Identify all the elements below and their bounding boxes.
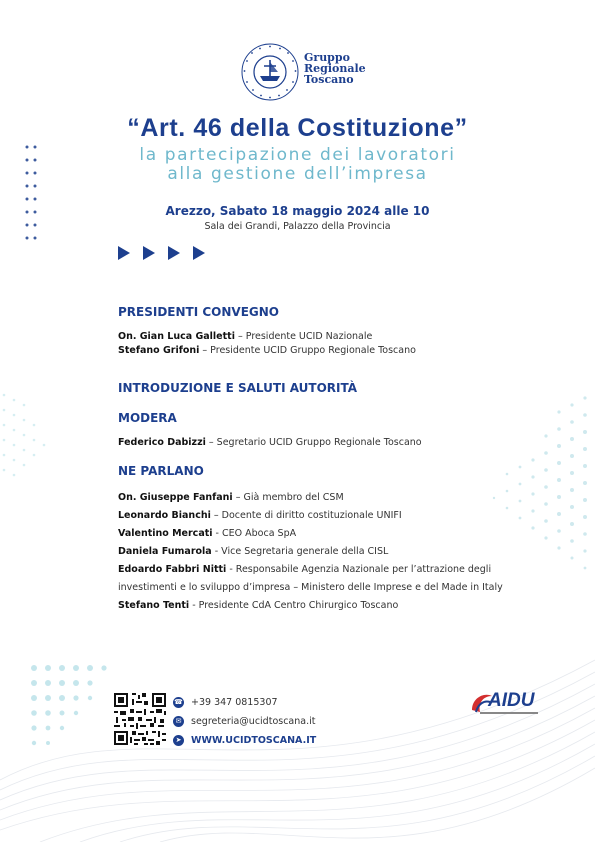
- section-heading-introduzione: INTRODUZIONE E SALUTI AUTORITÀ: [118, 381, 358, 395]
- contact-email[interactable]: [173, 716, 315, 727]
- speaker-line-continued: [118, 582, 503, 593]
- email-address[interactable]: segreteria@ucidtoscana.it: [191, 716, 316, 727]
- logo-line-1: Gruppo: [304, 51, 350, 64]
- speaker-role: – Già membro del CSM: [232, 492, 344, 503]
- speaker-line: [118, 546, 388, 557]
- speaker-role: – Segretario UCID Gruppo Regionale Toscano: [205, 437, 422, 448]
- play-arrow-icon: [193, 246, 205, 260]
- speaker-line: [118, 600, 398, 611]
- qr-code[interactable]: [114, 693, 166, 745]
- speaker-role: - Responsabile Agenzia Nazionale per l’attrazione degli: [226, 564, 492, 575]
- speaker-role: investimenti e lo sviluppo d’impresa – Ministero delle Imprese e del Made in Italy: [118, 582, 503, 593]
- page-subtitle: [0, 146, 595, 184]
- event-date: Arezzo, Sabato 18 maggio 2024 alle 10: [165, 204, 430, 218]
- speaker-name: Daniela Fumarola: [118, 546, 212, 557]
- speaker-role: - Presidente CdA Centro Chirurgico Toscano: [189, 600, 399, 611]
- section-heading-ne-parlano: NE PARLANO: [118, 464, 204, 478]
- speaker-name: On. Giuseppe Fanfani: [118, 492, 233, 503]
- speaker-role: - Vice Segretaria generale della CISL: [211, 546, 389, 557]
- logo-line-3: Toscano: [304, 73, 354, 86]
- aidu-logo-text: AIDU: [488, 690, 535, 711]
- speaker-role: – Docente di diritto costituzionale UNIFI: [210, 510, 402, 521]
- speaker-name: Federico Dabizzi: [118, 437, 206, 448]
- speaker-line: [118, 437, 422, 448]
- speaker-name: On. Gian Luca Galletti: [118, 331, 235, 342]
- ucid-seal-icon: [240, 42, 300, 102]
- speaker-line: [118, 492, 344, 503]
- aidu-tagline-bar: [480, 712, 538, 714]
- cursor-icon: ➤: [173, 735, 184, 746]
- speaker-line: [118, 564, 491, 575]
- section-heading-presidenti: PRESIDENTI CONVEGNO: [118, 305, 279, 319]
- speaker-role: – Presidente UCID Gruppo Regionale Toscano: [199, 345, 416, 356]
- speaker-role: – Presidente UCID Nazionale: [234, 331, 373, 342]
- speaker-name: Edoardo Fabbri Nitti: [118, 564, 227, 575]
- play-arrow-icon: [143, 246, 155, 260]
- speaker-line: [118, 345, 416, 356]
- logo-line-2: Regionale: [304, 62, 366, 75]
- speaker-line: [118, 331, 372, 342]
- subtitle-line-2: alla gestione dell’impresa: [167, 164, 428, 184]
- event-venue: Sala dei Grandi, Palazzo della Provincia: [204, 221, 391, 232]
- contact-phone[interactable]: [173, 697, 278, 708]
- subtitle-line-1: la partecipazione dei lavoratori: [139, 145, 456, 165]
- section-heading-modera: MODERA: [118, 411, 177, 425]
- speaker-line: [118, 510, 402, 521]
- page-title: “Art. 46 della Costituzione”: [127, 114, 468, 142]
- website-link[interactable]: WWW.UCIDTOSCANA.IT: [191, 735, 317, 746]
- speaker-name: Stefano Tenti: [118, 600, 190, 611]
- phone-icon: ☎: [174, 698, 183, 706]
- contact-website[interactable]: [173, 735, 316, 746]
- speaker-role: - CEO Aboca SpA: [212, 528, 297, 539]
- speaker-name: Valentino Mercati: [118, 528, 213, 539]
- phone-number[interactable]: +39 347 0815307: [191, 697, 278, 708]
- email-icon: ✉: [173, 716, 184, 727]
- speaker-name: Leonardo Bianchi: [118, 510, 211, 521]
- ucid-logo: [240, 42, 380, 102]
- play-arrow-icon: [118, 246, 130, 260]
- speaker-line: [118, 528, 296, 539]
- play-arrow-icon: [168, 246, 180, 260]
- arrow-row: [118, 246, 205, 260]
- group-name: [304, 52, 366, 85]
- speaker-name: Stefano Grifoni: [118, 345, 200, 356]
